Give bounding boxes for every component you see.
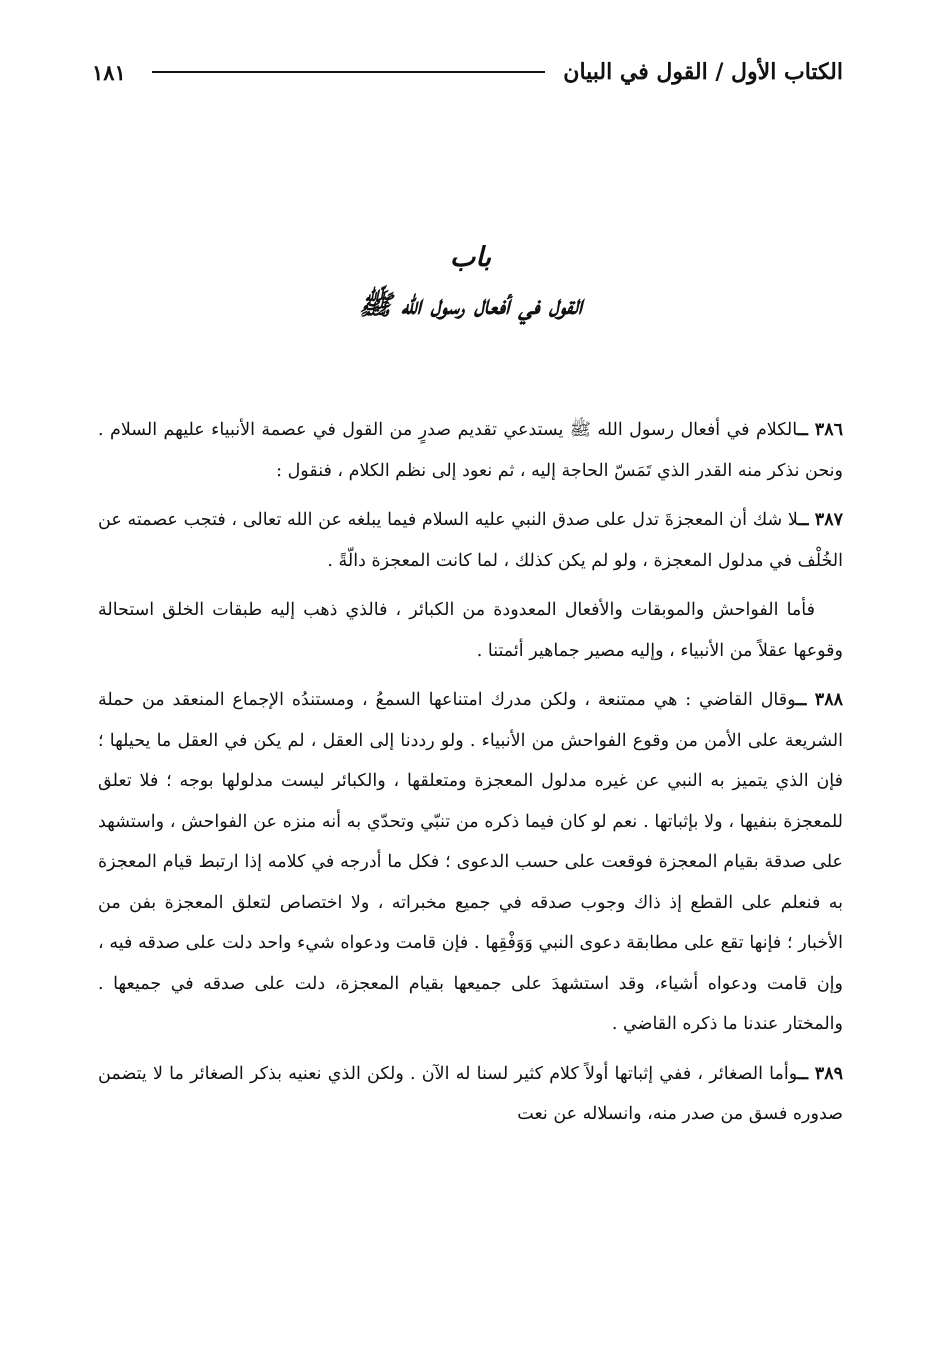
paragraph-number: ٣٨٧ ــ xyxy=(798,510,843,530)
paragraph-389 xyxy=(98,1054,843,1135)
running-header xyxy=(92,52,843,92)
chapter-heading xyxy=(98,236,843,332)
chapter-label: باب xyxy=(449,242,492,273)
running-header-title: الكتاب الأول / القول في البيان xyxy=(563,59,843,85)
paragraph-text: لا شك أن المعجزةَ تدل على صدق النبي عليه السلام فيما يبلغه عن الله تعالى ، فتجب عصمته عن الخُلْف في مدلول المعجزة ، ولو لم يكن كذلك ، لما كانت المعجزة دالّةً . xyxy=(98,510,843,571)
chapter-title: القول في أفعال رسول الله ﷺ xyxy=(358,290,583,321)
paragraph-387 xyxy=(98,500,843,581)
paragraph-number: ٣٨٦ ــ xyxy=(797,420,843,440)
paragraph-386 xyxy=(98,410,843,491)
paragraph-text: وأما الصغائر ، ففي إثباتها أولاً كلام كثير لسنا له الآن . ولكن الذي نعنيه بذكر الصغائر ما لا يتضمن صدوره فسق من صدر منه، وانسلاله عن نعت xyxy=(98,1063,843,1124)
paragraph-number: ٣٨٩ ــ xyxy=(797,1063,843,1084)
paragraph-text: فأما الفواحش والموبقات والأفعال المعدودة من الكبائر ، فالذي ذهب إليه طبقات الخلق استحالة وقوعها عقلاً من الأنبياء ، وإليه مصير جماهير أئمتنا . xyxy=(98,600,843,661)
paragraph-388 xyxy=(98,680,843,1045)
page-number: ١٨١ xyxy=(92,59,126,85)
paragraph-text: الكلام في أفعال رسول الله ﷺ يستدعي تقديم صدرٍ من القول في عصمة الأنبياء عليهم السلام . ونحن نذكر منه القدر الذي تَمَسّ الحاجة إليه ، ثم نعود إلى نظم الكلام ، فنقول : xyxy=(98,420,843,481)
paragraph-text: وقال القاضي : هي ممتنعة ، ولكن مدرك امتناعها السمعُ ، ومستندُه الإجماع المنعقد من حملة الشريعة على الأمن من وقوع الفواحش من الأنبياء . ولو رددنا إلى العقل ، لم يكن في العقل ما يحيلها ؛ فإن الذي يتميز به النبي عن غيره مدلول المعجزة ومتعلقها ، والكبائر ليست مدلولها بوجه ؛ فلا تعلق للمعجزة بنفيها ، ولا بإثباتها . نعم لو كان فيما ذكره من تنبّي وتحدّي به أنه منزه عن الفواحش ، واستشهد على صدقة بقيام المعجزة فوقعت على حسب الدعوى ؛ فكل ما أدرجه في كلامه إذا ارتبط قيام المعجزة به فنعلم على القطع إذ ذاك وجوب صدقه في جميع مخبراته ، ولا اختصاص لتعلق المعجزة بفن من الأخبار ؛ فإنها تقع على مطابقة دعوى النبي وَوَفْقِها . فإن قامت ودعواه شيء واحد دلت على صدقه فيه ، وإن قامت ودعواه أشياء، وقد استشهدَ على جميعها بقيام المعجزة، دلت على صدقه في جميعها . والمختار عندنا ما ذكره القاضي . xyxy=(98,690,843,1034)
paragraph-387-continued xyxy=(98,590,843,671)
body-text xyxy=(98,410,843,1144)
paragraph-number: ٣٨٨ ــ xyxy=(796,690,843,710)
header-divider-line xyxy=(152,71,545,73)
